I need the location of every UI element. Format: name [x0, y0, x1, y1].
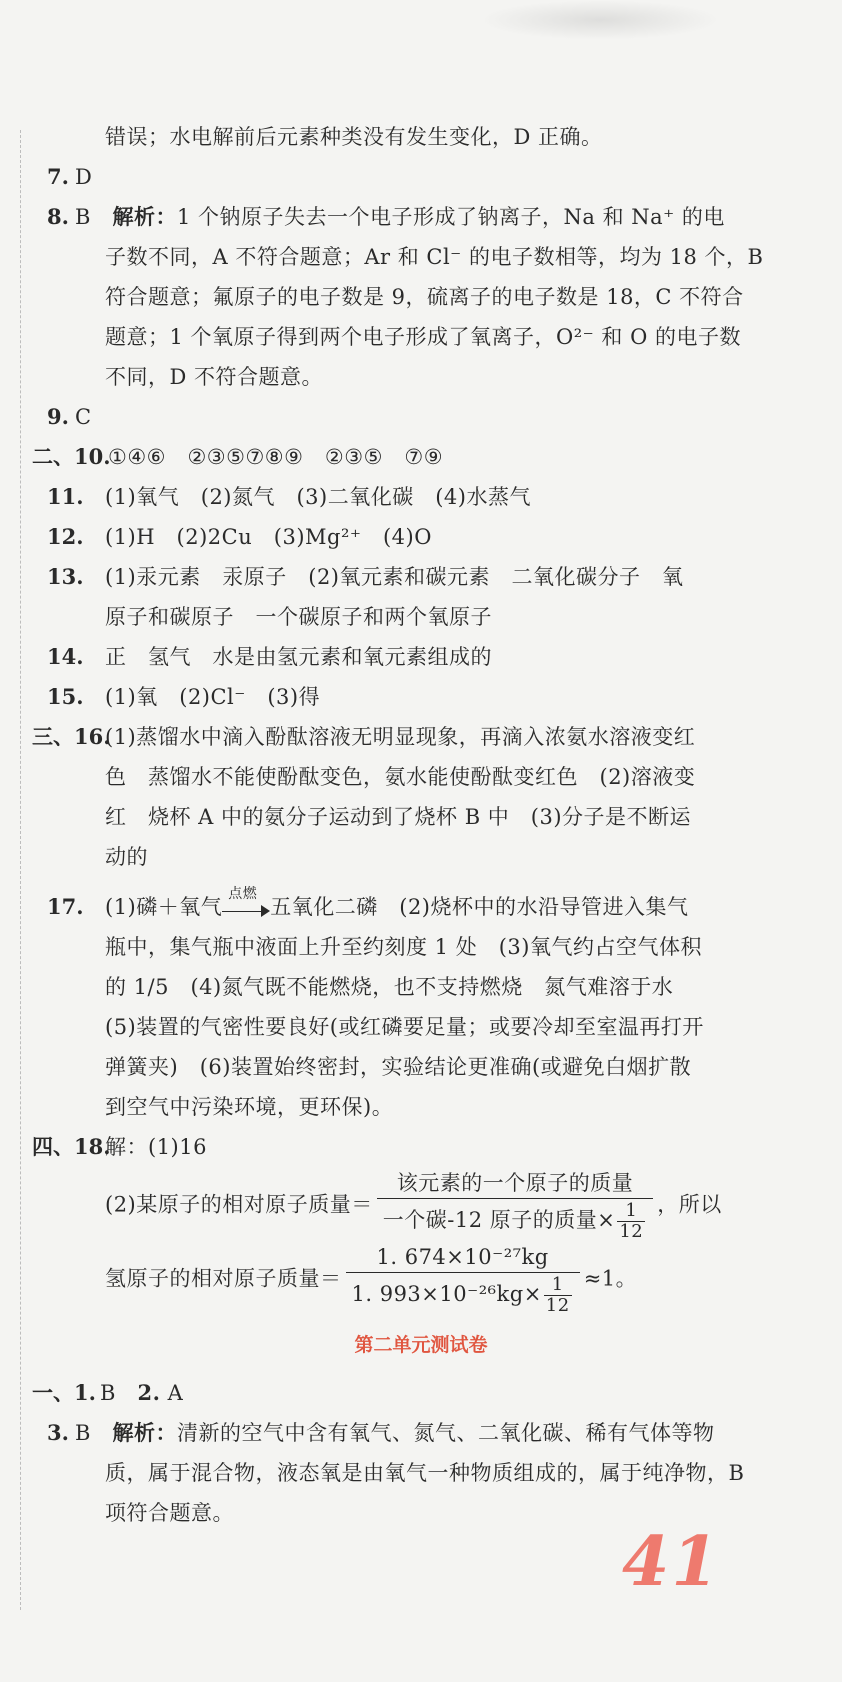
answer-18: 解：(1)16: [105, 1135, 207, 1159]
text-line: 符合题意；氟原子的电子数是 9，硫离子的电子数是 18，C 不符合: [105, 285, 744, 309]
text-line: (5)装置的气密性要良好(或红磷要足量；或要冷却至室温再打开: [105, 1015, 704, 1039]
formula-tail: ≈1。: [583, 1266, 638, 1291]
question-number: 15.: [47, 684, 84, 709]
answer-9: C: [75, 405, 92, 429]
text-line: 弹簧夹) (6)装置始终密封，实验结论更准确(或避免白烟扩散: [105, 1055, 692, 1079]
analysis-label: 解析：: [112, 204, 177, 229]
text-line: 不同，D 不符合题意。: [105, 365, 324, 389]
question-number: 四、18.: [32, 1134, 111, 1159]
answer-8: [75, 202, 725, 232]
one-twelfth: [617, 1201, 645, 1242]
text-line: 瓶中，集气瓶中液面上升至约刻度 1 处 (3)氧气约占空气体积: [105, 935, 702, 959]
fraction-denominator: [377, 1199, 654, 1242]
text-line: 动的: [105, 845, 148, 869]
question-number: 9.: [47, 404, 69, 429]
scan-smudge: [480, 0, 720, 40]
answer-choice: B: [75, 1421, 91, 1445]
page-number: 41: [622, 1522, 721, 1602]
fraction-one: 1: [617, 1201, 645, 1222]
question-number: 三、16.: [32, 724, 111, 749]
question-number: 17.: [47, 894, 84, 919]
text-line: 题意；1 个氧原子得到两个电子形成了氧离子，O²⁻ 和 O 的电子数: [105, 325, 741, 349]
answer-s1: [100, 1378, 183, 1408]
question-number: 一、1.: [32, 1380, 96, 1405]
fraction-twelve: 12: [619, 1221, 644, 1242]
fraction-numerator: 1. 674×10⁻²⁷kg: [346, 1244, 580, 1273]
answer-choice: B: [100, 1381, 116, 1405]
fraction-twelve: 12: [545, 1295, 570, 1316]
text-line: 子数不同，A 不符合题意；Ar 和 Cl⁻ 的电子数相等，均为 18 个，B: [105, 245, 764, 269]
text-line: 原子和碳原子 一个碳原子和两个氧原子: [105, 605, 492, 629]
analysis-text: 1 个钠原子失去一个电子形成了钠离子，Na 和 Na⁺ 的电: [176, 205, 725, 229]
text-line: 到空气中污染环境，更环保)。: [105, 1095, 394, 1119]
denominator-text: 一个碳-12 原子的质量×: [382, 1208, 616, 1232]
formula-fraction: [377, 1170, 654, 1242]
one-twelfth: [544, 1275, 572, 1316]
text-line: 红 烧杯 A 中的氨分子运动到了烧杯 B 中 (3)分子是不断运: [105, 805, 692, 829]
answer-17: [105, 885, 689, 922]
denominator-text: 1. 993×10⁻²⁶kg×: [351, 1282, 542, 1306]
question-number: 13.: [47, 564, 84, 589]
answer-7: D: [75, 165, 93, 189]
formula-label: (2)某原子的相对原子质量＝: [105, 1192, 373, 1217]
fraction-numerator: 该元素的一个原子的质量: [377, 1170, 654, 1199]
answer-16: (1)蒸馏水中滴入酚酞溶液无明显现象，再滴入浓氨水溶液变红: [105, 725, 696, 749]
question-number: 3.: [47, 1420, 69, 1445]
question-number: 12.: [47, 524, 84, 549]
text-line: 项符合题意。: [105, 1501, 234, 1525]
formula-hydrogen: [105, 1244, 637, 1316]
analysis-text: 清新的空气中含有氧气、氮气、二氧化碳、稀有气体等物: [176, 1421, 715, 1445]
formula-fraction: [346, 1244, 580, 1316]
equation-left: (1)磷＋氧气: [105, 895, 223, 919]
analysis-label: 解析：: [112, 1420, 177, 1445]
answer-11: (1)氧气 (2)氮气 (3)二氧化碳 (4)水蒸气: [105, 485, 531, 509]
text-line: 的 1/5 (4)氮气既不能燃烧，也不支持燃烧 氮气难溶于水: [105, 975, 674, 999]
question-number: 2.: [137, 1380, 161, 1405]
fraction-denominator: [346, 1273, 580, 1316]
question-number: 二、10.: [32, 444, 111, 469]
answer-s3: [75, 1418, 714, 1448]
answer-15: (1)氧 (2)Cl⁻ (3)得: [105, 685, 321, 709]
answer-choice: A: [167, 1381, 184, 1405]
answer-10: ①④⑥ ②③⑤⑦⑧⑨ ②③⑤ ⑦⑨: [108, 445, 444, 469]
answer-13: (1)汞元素 汞原子 (2)氧元素和碳元素 二氧化碳分子 氧: [105, 565, 684, 589]
question-number: 7.: [47, 164, 69, 189]
equation-right: 五氧化二磷 (2)烧杯中的水沿导管进入集气: [270, 895, 689, 919]
question-number: 8.: [47, 204, 69, 229]
answer-12: (1)H (2)2Cu (3)Mg²⁺ (4)O: [105, 525, 432, 549]
formula-label: 氢原子的相对原子质量＝: [105, 1266, 342, 1291]
question-number: 14.: [47, 644, 84, 669]
question-number: 11.: [47, 484, 84, 509]
text-line: 错误；水电解前后元素种类没有发生变化，D 正确。: [105, 125, 603, 149]
text-line: 色 蒸馏水不能使酚酞变色，氨水能使酚酞变红色 (2)溶液变: [105, 765, 696, 789]
answer-14: 正 氢气 水是由氢元素和氧元素组成的: [105, 645, 492, 669]
answer-choice: B: [75, 205, 91, 229]
fraction-one: 1: [544, 1275, 572, 1296]
reaction-arrow: [222, 885, 270, 919]
binding-margin-line: [20, 130, 21, 1610]
text-line: 质，属于混合物，液态氧是由氧气一种物质组成的，属于纯净物，B: [105, 1461, 745, 1485]
reaction-condition: 点燃: [228, 885, 258, 902]
formula-tail: ，所以: [657, 1192, 722, 1217]
section-title: 第二单元测试卷: [354, 1334, 488, 1356]
formula-relative-atomic-mass: [105, 1170, 722, 1242]
